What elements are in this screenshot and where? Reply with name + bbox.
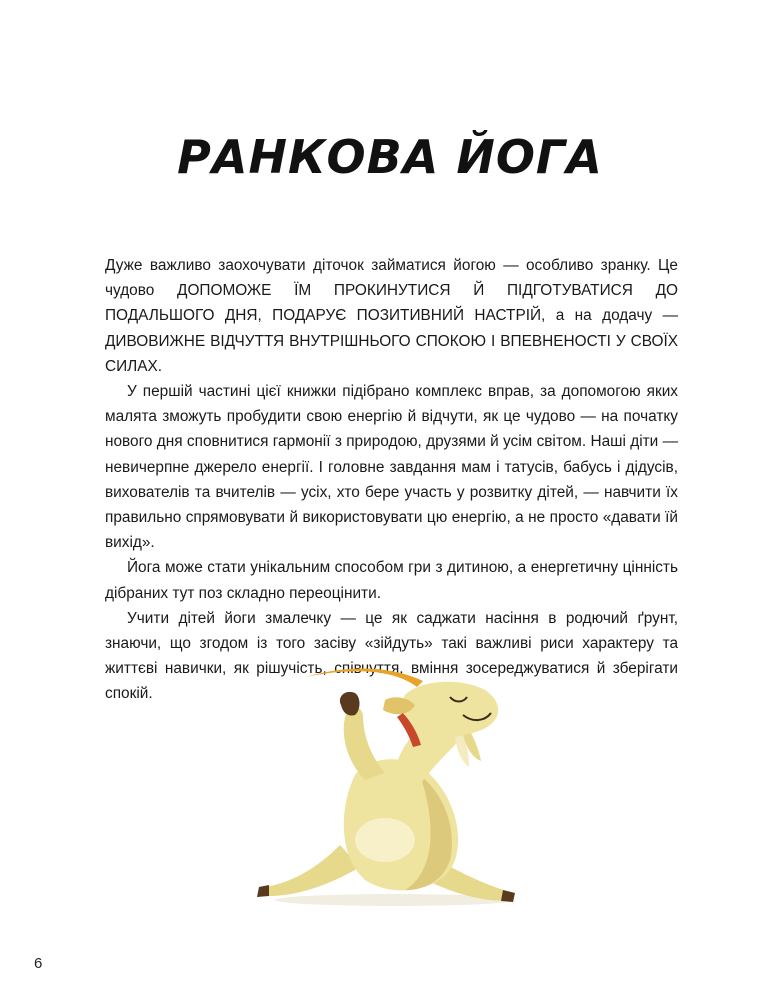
paragraph-3: Йога може стати унікальним способом гри з дитиною, а енергетичну цінність дібраних тут поз складно переоцінити. bbox=[105, 559, 678, 602]
page-title: РАНКОВА ЙОГА bbox=[177, 130, 603, 184]
paragraph-1: Дуже важливо заохочувати діточок займатися йогою — особливо зранку. Це чудово ДОПОМОЖЕ ЇМ ПРОКИНУТИСЯ Й ПІДГОТУВАТИСЯ ДО ПОДАЛЬШОГО ДНЯ, ПОДАРУЄ ПОЗИТИВНИЙ НАСТРІЙ, а на додачу — ДИВОВИЖНЕ ВІДЧУТТЯ ВНУТРІШНЬОГО СПОКОЮ І ВПЕВНЕНОСТІ У СВОЇХ СИЛАХ. bbox=[105, 257, 678, 375]
paragraph-2: У першій частині цієї книжки підібрано комплекс вправ, за допомогою яких малята зможуть пробудити свою енергію й відчути, як це чудово — на початку нового дня сповнитися гармонії з природою, друзями й усім світом. Наші діти — невичерпне джерело енергії. І головне завдання мам і татусів, бабусь і дідусів, вихователів та вчителів — усіх, хто бере участь у розвитку дітей, — навчити їх правильно спрямовувати й використовувати цю енергію, а не просто «давати їй вихід». bbox=[105, 383, 678, 552]
goat-illustration-icon bbox=[245, 655, 545, 915]
body-text bbox=[105, 253, 678, 707]
page-number: 6 bbox=[34, 955, 43, 972]
paragraph-4: Учити дітей йоги змалечку — це як саджати насіння в родючий ґрунт, знаючи, що згодом із того засіву «зійдуть» такі важливі риси характеру та життєві навички, як рішучість, співчуття, вміння зосереджуватися й зберігати спокій. bbox=[105, 609, 678, 703]
